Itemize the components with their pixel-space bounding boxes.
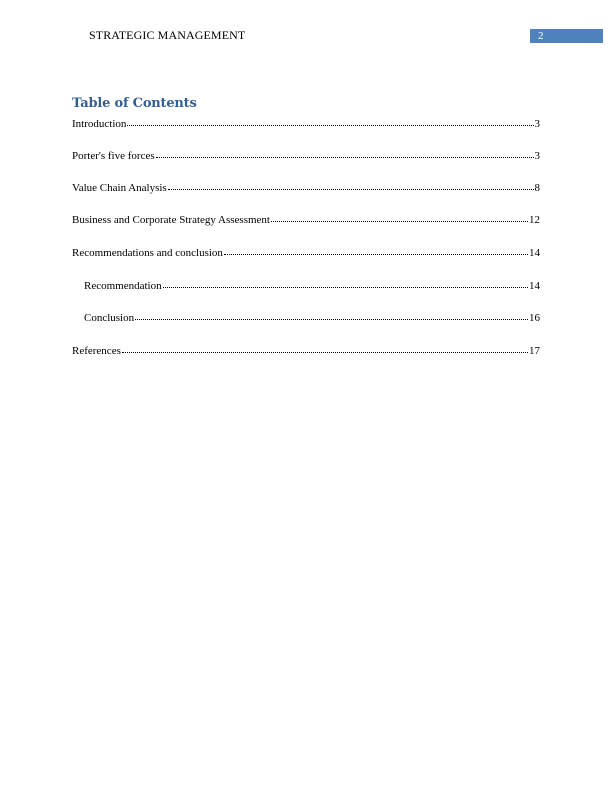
toc-entry-page: 16 [529,312,540,324]
dot-leader [127,116,533,126]
dot-leader [135,310,528,320]
running-header-title: STRATEGIC MANAGEMENT [89,28,246,42]
dot-leader [163,278,528,288]
toc-entry-references[interactable] [72,343,540,357]
toc-entry-porters-five-forces[interactable] [72,148,540,162]
dot-leader [156,148,534,158]
toc-entry-value-chain-analysis[interactable] [72,180,540,194]
toc-entry-page: 3 [534,150,540,162]
toc-entry-recommendation[interactable] [84,278,540,292]
toc-entry-business-corporate-strategy[interactable] [72,212,540,226]
toc-entry-label: Recommendation [84,280,162,292]
toc-entry-page: 17 [529,345,540,357]
toc-entry-page: 14 [529,280,540,292]
page-number-badge [530,29,603,43]
toc-entry-page: 8 [534,182,540,194]
page-number: 2 [538,30,544,42]
toc-entry-page: 3 [534,118,540,130]
dot-leader [224,245,528,255]
toc-entry-page: 12 [529,214,540,226]
toc-entry-label: Business and Corporate Strategy Assessment [72,214,270,226]
toc-entry-conclusion[interactable] [84,310,540,324]
toc-entry-label: Introduction [72,118,127,130]
toc-entry-label: Recommendations and conclusion [72,247,223,259]
dot-leader [122,343,528,353]
dot-leader [271,212,528,222]
toc-heading: Table of Contents [72,96,197,111]
toc-entry-page: 14 [529,247,540,259]
toc-entry-label: Value Chain Analysis [72,182,167,194]
toc-entry-label: Conclusion [84,312,135,324]
toc-entry-introduction[interactable] [72,116,540,130]
toc-entry-label: Porter's five forces [72,150,155,162]
toc-entry-recommendations-and-conclusion[interactable] [72,245,540,259]
toc-entry-label: References [72,345,121,357]
dot-leader [168,180,534,190]
